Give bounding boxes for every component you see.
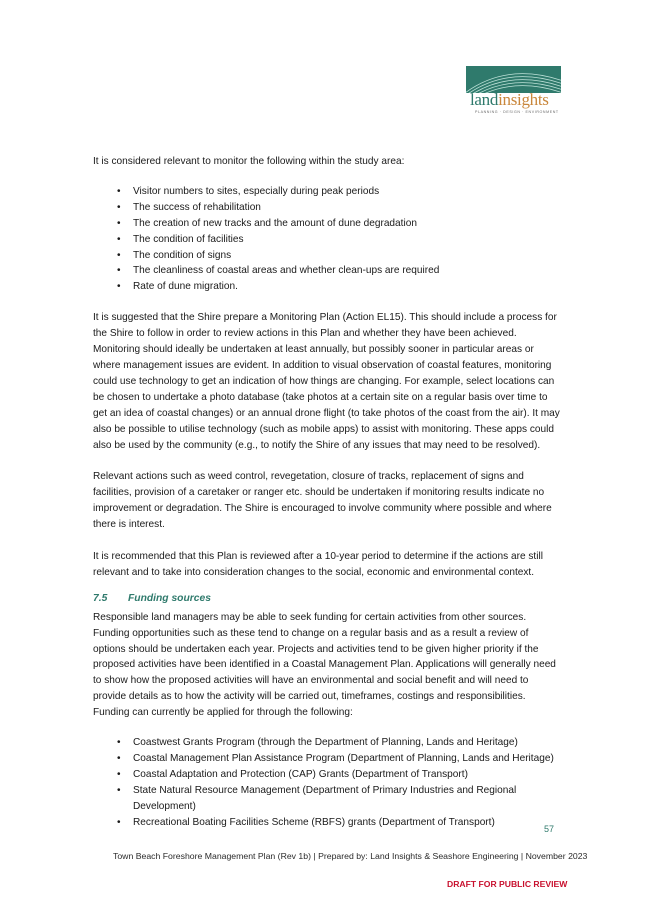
logo-wordmark: landinsights [470, 90, 549, 109]
section-number: 7.5 [93, 592, 108, 604]
logo-wave-graphic [466, 66, 561, 93]
monitoring-plan-paragraph: It is suggested that the Shire prepare a Monitoring Plan (Action EL15). This should include a process for the Shire to follow in order to review actions in this Plan and whether they have been achieved. Monitoring should ideally be undertaken at least annually, but possibly sooner in particular areas or where management issues are evident. In addition to visual observation of coastal features, monitoring could use technology to get an indication of how things are changing. For example, select locations can be chosen to undertake a photo database (take photos at a certain site on a regular basis over time to get an idea of coastal changes) or an annual drone flight (to take photos of the coast from the air). It may also be possible to utilise technology (such as mobile apps) to assist with monitoring. These apps could also be used by the community (e.g., to notify the Shire of any issues that may need to be resolved). [93, 312, 560, 451]
list-item: • Coastal Management Plan Assistance Program (Department of Planning, Lands and Heritage) [93, 751, 563, 767]
relevant-actions-paragraph: Relevant actions such as weed control, revegetation, closure of tracks, replacement of signs and facilities, provision of a caretaker or ranger etc. should be undertaken if monitoring results indicate no improvement or degradation. The Shire is encouraged to involve community where possible and where there is interest. [93, 471, 552, 531]
land-insights-logo [466, 66, 566, 118]
monitoring-list [93, 184, 563, 295]
list-item: • The success of rehabilitation [93, 200, 563, 216]
list-item: • The cleanliness of coastal areas and whether clean-ups are required [93, 263, 563, 279]
funding-paragraph: Responsible land managers may be able to seek funding for certain activities from other sources. Funding opportunities such as these tend to change on a regular basis and as a result a review of options should be undertaken each year. Projects and activities tend to be given higher priority if the proposed activities have been identified in a Coastal Management Plan. Applications will generally need to show how the proposed activities will have an environmental and social benefit and will need to provide details as to how the activity will be carried out, timeframes, costings and responsibilities. Funding can currently be applied for through the following: [93, 611, 556, 719]
section-title: Funding sources [128, 592, 211, 604]
funding-list [93, 735, 563, 830]
draft-label: DRAFT FOR PUBLIC REVIEW [447, 879, 568, 889]
list-item: • The creation of new tracks and the amount of dune degradation [93, 216, 563, 232]
section-heading [93, 591, 563, 607]
page-number: 57 [544, 824, 555, 834]
page-footer: Town Beach Foreshore Management Plan (Rev 1b) | Prepared by: Land Insights & Seashore Engineering | November 2023 [113, 851, 588, 861]
logo-tagline: PLANNING · DESIGN · ENVIRONMENT [475, 110, 559, 114]
list-item: • Coastwest Grants Program (through the Department of Planning, Lands and Heritage) [93, 735, 563, 751]
list-item: • Coastal Adaptation and Protection (CAP) Grants (Department of Transport) [93, 767, 563, 783]
list-item: • The condition of facilities [93, 232, 563, 248]
list-item: • Visitor numbers to sites, especially during peak periods [93, 184, 563, 200]
monitoring-intro: It is considered relevant to monitor the following within the study area: [93, 156, 405, 167]
list-item: • The condition of signs [93, 248, 563, 264]
plan-review-paragraph: It is recommended that this Plan is reviewed after a 10-year period to determine if the actions are still relevant and to take into consideration changes to the social, economic and environmental context. [93, 551, 543, 578]
list-item: • Recreational Boating Facilities Scheme (RBFS) grants (Department of Transport) [93, 815, 563, 831]
page-body [93, 154, 563, 831]
list-item: • Rate of dune migration. [93, 279, 563, 295]
list-item: • State Natural Resource Management (Department of Primary Industries and Regional Development) [93, 783, 563, 815]
